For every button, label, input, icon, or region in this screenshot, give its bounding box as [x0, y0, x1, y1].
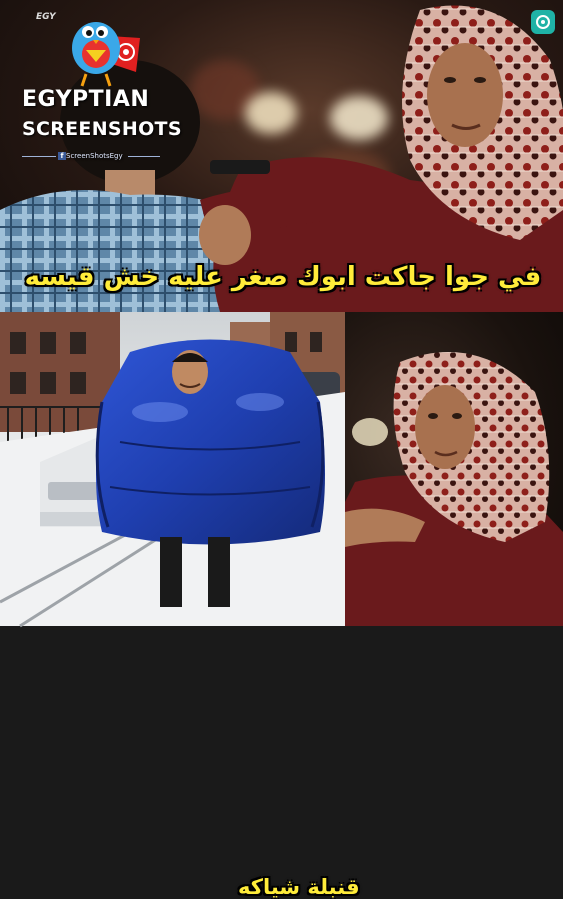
bottom-caption: قنبلة شياكه	[238, 875, 360, 899]
watermark-social: ScreenShotsEgy	[66, 152, 123, 160]
woman-in-headscarf-pointing	[345, 312, 563, 626]
bottom-left-panel	[0, 312, 360, 899]
watermark-tag: EGY	[36, 12, 56, 22]
camera-badge-icon	[531, 10, 555, 34]
facebook-icon: f	[58, 152, 66, 160]
top-caption: في جوا جاكت ابوك صغر عليه خش قيسه	[24, 262, 542, 292]
watermark-subtitle: SCREENSHOTS	[22, 118, 182, 140]
mascot-logo-icon	[60, 8, 144, 88]
top-panel	[0, 0, 563, 312]
giant-blue-puffer-jacket	[90, 332, 330, 626]
bottom-right-panel	[345, 312, 563, 626]
watermark-title: EGYPTIAN	[22, 87, 150, 112]
